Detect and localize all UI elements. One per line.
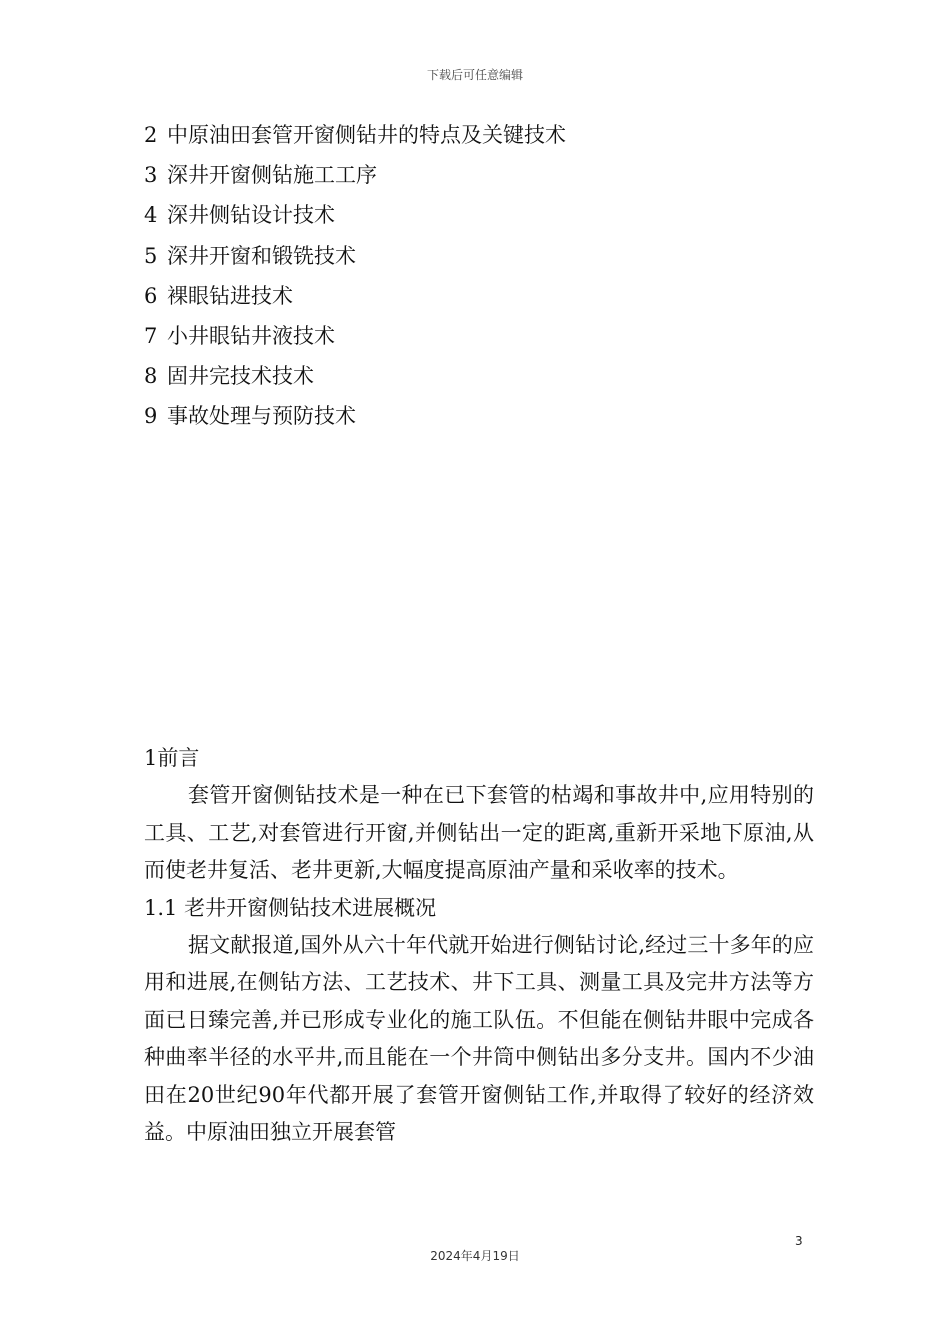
paragraph: 据文献报道,国外从六十年代就开始进行侧钻讨论,经过三十多年的应用和进展,在侧钻方法、工艺技术、井下工具、测量工具及完井方法等方面已日臻完善,并已形成专业化的施工队伍。不但能在侧钻井眼中完成各种曲率半径的水平井,而且能在一个井筒中侧钻出多分支井。国内不少油田在20世纪90年代都开展了套管开窗侧钻工作,并取得了较好的经济效益。中原油田独立开展套管 xyxy=(144,933,814,1145)
toc-item-title: 固井完技术技术 xyxy=(167,364,314,389)
paragraph: 套管开窗侧钻技术是一种在已下套管的枯竭和事故井中,应用特别的工具、工艺,对套管进行开窗,并侧钻出一定的距离,重新开采地下原油,从而使老井复活、老井更新,大幅度提高原油产量和采收率的技术。 xyxy=(144,783,814,883)
section-heading-overview: 1.1 老井开窗侧钻技术进展概况 xyxy=(144,895,437,920)
toc-item-title: 中原油田套管开窗侧钻井的特点及关键技术 xyxy=(167,123,566,147)
toc-item-title: 裸眼钻进技术 xyxy=(167,283,293,308)
toc-item-number: 7 xyxy=(144,323,158,348)
table-of-contents xyxy=(144,119,814,441)
toc-item-title: 深井开窗和锻铣技术 xyxy=(167,243,356,268)
toc-item-title: 深井开窗侧钻施工工序 xyxy=(167,163,377,188)
toc-item-number: 8 xyxy=(144,364,158,389)
header-note: 下载后可任意编辑 xyxy=(426,68,523,82)
footer-date: 2024年4月19日 xyxy=(430,1249,520,1263)
toc-item xyxy=(144,360,814,400)
toc-item-title: 深井侧钻设计技术 xyxy=(167,203,335,228)
toc-item xyxy=(144,159,814,199)
toc-item-number: 4 xyxy=(144,203,158,228)
toc-item-number: 5 xyxy=(144,243,158,268)
section-heading-preface: 1前言 xyxy=(144,746,200,770)
toc-item-title: 事故处理与预防技术 xyxy=(167,404,356,429)
toc-item xyxy=(144,240,814,280)
toc-item-number: 6 xyxy=(144,283,158,308)
toc-item-number: 2 xyxy=(144,123,158,147)
toc-item xyxy=(144,400,814,440)
toc-item-number: 3 xyxy=(144,163,158,188)
page-number: 3 xyxy=(795,1234,803,1248)
toc-item-title: 小井眼钻井液技术 xyxy=(167,323,335,348)
toc-item xyxy=(144,280,814,320)
toc-item-number: 9 xyxy=(144,404,158,429)
document-body xyxy=(144,740,814,1151)
toc-item xyxy=(144,199,814,239)
toc-item xyxy=(144,119,814,159)
toc-item xyxy=(144,320,814,360)
